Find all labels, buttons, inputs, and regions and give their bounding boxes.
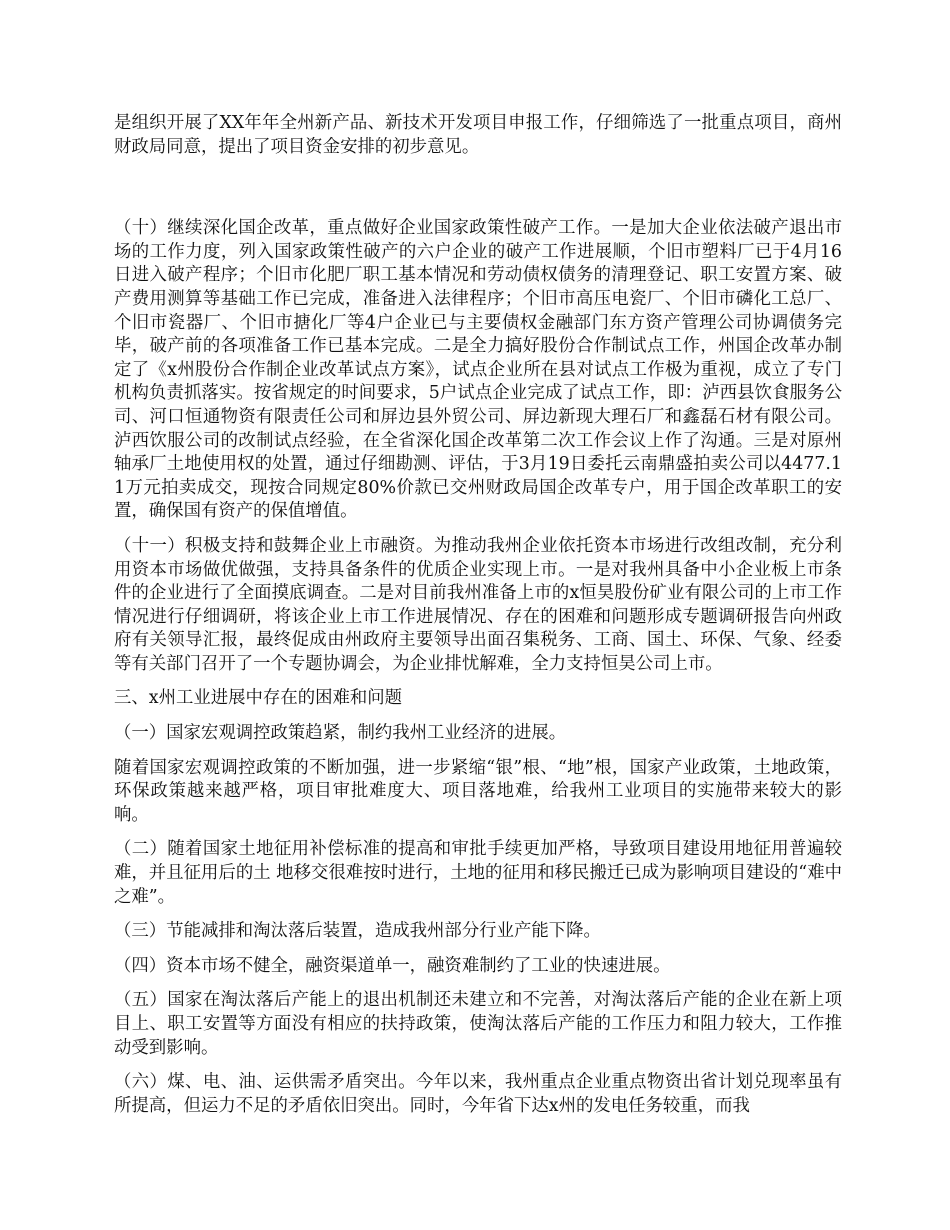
document-page (114, 112, 842, 1118)
paragraph-problem-5: （五）国家在淘汰落后产能上的退出机制还未建立和不完善，对淘汰落后产能的企业在新上项目上、职工安置等方面没有相应的扶持政策，使淘汰落后产能的工作压力和阻力较大，工作推动受到影响。 (114, 990, 842, 1058)
paragraph-item-11: （十一）积极支持和鼓舞企业上市融资。为推动我州企业依托资本市场进行改组改制，充分利用资本市场做优做强，支持具备条件的优质企业实现上市。一是对我州具备中小企业板上市条件的企业进行了全面摸底调查。二是对目前我州准备上市的x恒昊股份矿业有限公司的上市工作情况进行仔细调研，将该企业上市工作进展情况、存在的困难和问题形成专题调研报告向州政府有关领导汇报，最终促成由州政府主要领导出面召集税务、工商、国土、环保、气象、经委等有关部门召开了一个专题协调会，为企业排忧解难，全力支持恒昊公司上市。 (114, 535, 842, 674)
paragraph-intro: 是组织开展了XX年年全州新产品、新技术开发项目申报工作，仔细筛选了一批重点项目，商州财政局同意，提出了项目资金安排的初步意见。 (114, 113, 842, 157)
paragraph-problem-1-body: 随着国家宏观调控政策的不断加强，进一步紧缩“银”根、“地”根，国家产业政策，土地政策，环保政策越来越严格，项目审批难度大、项目落地难，给我州工业项目的实施带来较大的影响。 (114, 757, 842, 825)
paragraph-problem-4: （四）资本市场不健全，融资渠道单一，融资难制约了工业的快速进展。 (114, 955, 671, 976)
paragraph-problem-3: （三）节能减排和淘汰落后装置，造成我州部分行业产能下降。 (114, 921, 601, 942)
section-heading-3: 三、x州工业进展中存在的困难和问题 (114, 688, 403, 709)
paragraph-problem-2: （二）随着国家土地征用补偿标准的提高和审批手续更加严格，导致项目建设用地征用普遍较难，并且征用后的土 地移交很难按时进行，土地的征用和移民搬迁已成为影响项目建设的“难中之难”。 (114, 839, 842, 907)
paragraph-problem-1: （一）国家宏观调控政策趋紧，制约我州工业经济的进展。 (114, 723, 567, 744)
paragraph-item-10: （十）继续深化国企改革，重点做好企业国家政策性破产工作。一是加大企业依法破产退出市场的工作力度，列入国家政策性破产的六户企业的破产工作进展顺，个旧市塑料厂已于4月16日进入破产程序；个旧市化肥厂职工基本情况和劳动债权债务的清理登记、职工安置方案、破产费用测算等基础工作已完成，准备进入法律程序；个旧市高压电瓷厂、个旧市磷化工总厂、个旧市瓷器厂、个旧市搪化厂等4户企业已与主要债权金融部门东方资产管理公司协调债务完毕，破产前的各项准备工作已基本完成。二是全力搞好股份合作制试点工作，州国企改革办制定了《x州股份合作制企业改革试点方案》，试点企业所在县对试点工作极为重视，成立了专门机构负责抓落实。按省规定的时间要求，5户试点企业完成了试点工作，即：泸西县饮食服务公司、河口恒通物资有限责任公司和屏边县外贸公司、屏边新现大理石厂和鑫磊石材有限公司。泸西饮服公司的改制试点经验，在全省深化国企改革第二次工作会议上作了沟通。三是对原州轴承厂土地使用权的处置，通过仔细勘测、评估，于3月19日委托云南鼎盛拍卖公司以4477.11万元拍卖成交，现按合同规定80%价款已交州财政局国企改革专户，用于国企改革职工的安置，确保国有资产的保值增值。 (114, 218, 842, 522)
paragraph-problem-6: （六）煤、电、油、运供需矛盾突出。今年以来，我州重点企业重点物资出省计划兑现率虽有所提高，但运力不足的矛盾依旧突出。同时，今年省下达x州的发电任务较重，而我 (114, 1072, 842, 1116)
